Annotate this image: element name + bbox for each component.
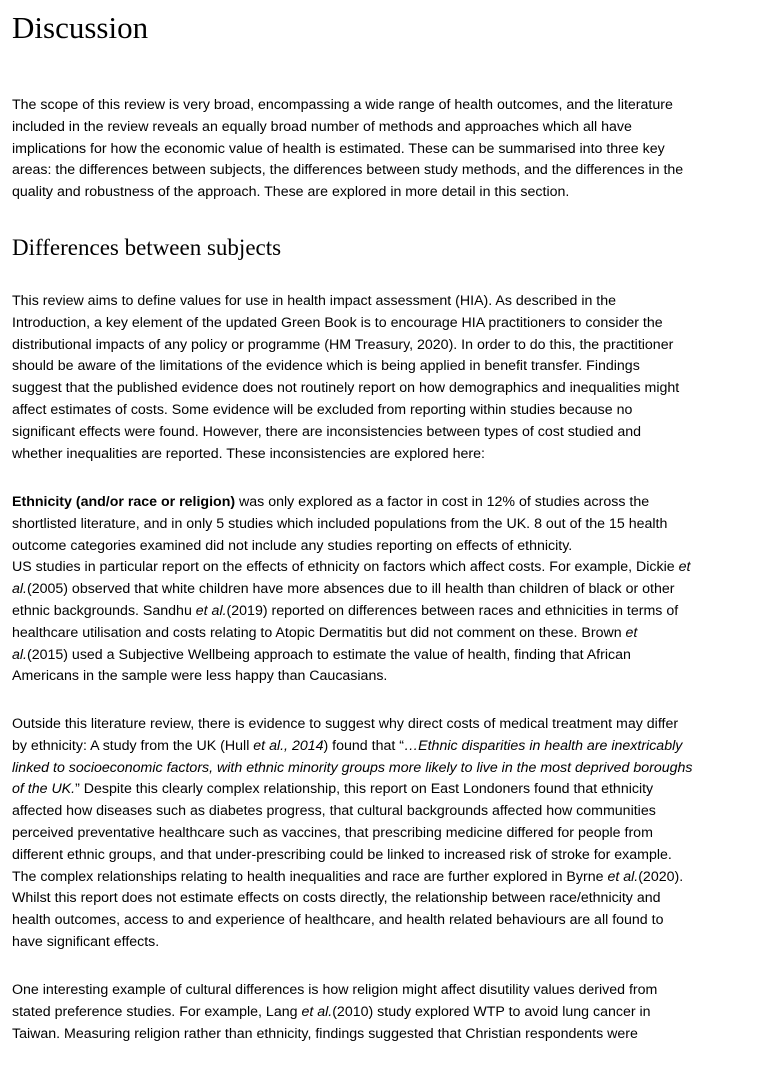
bold-lead: Ethnicity (and/or race or religion): [12, 494, 236, 510]
text-line: have significant effects.: [12, 933, 160, 950]
text-line: shortlisted literature, and in only 5 studies which included populations from the UK. 8 out of the 15 health: [12, 515, 668, 532]
text-run: US studies in particular report on the effects of ethnicity on factors which affect costs. For example, Dickie: [12, 559, 679, 576]
text-line: outcome categories examined did not include any studies reporting on effects of ethnicity.: [12, 537, 573, 554]
italic-run: al.: [12, 646, 27, 663]
text-run: (2020).: [638, 868, 684, 885]
section-heading: Differences between subjects: [12, 235, 282, 260]
intro-paragraph: [12, 95, 747, 204]
text-line: should be aware of the limitations of the evidence which is being applied in benefit transfer. Findings: [12, 358, 640, 375]
text-line: [12, 579, 747, 601]
text-line: [12, 623, 747, 645]
text-run: (2005) observed that white children have more absences due to ill health than children of black or other: [26, 581, 675, 598]
text-line: areas: the differences between subjects, the differences between study methods, and the differences in the: [12, 162, 684, 179]
text-line: This review aims to define values for use in health impact assessment (HIA). As described in the: [12, 293, 617, 309]
text-line: Taiwan. Measuring religion rather than ethnicity, findings suggested that Christian respondents were: [12, 1025, 638, 1042]
text-run: The complex relationships relating to health inequalities and race are further explored in Byrne: [12, 868, 608, 885]
text-line: Whilst this report does not estimate effects on costs directly, the relationship between race/ethnicity and: [12, 890, 661, 907]
text-line: quality and robustness of the approach. These are explored in more detail in this section.: [12, 184, 570, 201]
text-line: [12, 867, 747, 889]
section-intro-paragraph: [12, 291, 747, 465]
text-line: Introduction, a key element of the updated Green Book is to encourage HIA practitioners to consider the: [12, 314, 663, 331]
italic-run: et al., 2014: [253, 737, 324, 754]
text-line: included in the review reveals an equally broad number of methods and approaches which all have: [12, 118, 632, 135]
text-line: [12, 601, 747, 623]
italic-run: et: [625, 624, 638, 641]
text-line: The scope of this review is very broad, encompassing a wide range of health outcomes, and the literature: [12, 97, 673, 113]
text-run: healthcare utilisation and costs relating to Atopic Dermatitis but did not comment on these. Brown: [12, 624, 626, 641]
quote-run: of the UK.: [12, 781, 76, 798]
text-line: Outside this literature review, there is evidence to suggest why direct costs of medical treatment may differ: [12, 716, 679, 732]
quote-line: linked to socioeconomic factors, with ethnic minority groups more likely to live in the most deprived boroughs: [12, 759, 693, 776]
text-run: (2010) study explored WTP to avoid lung cancer in: [332, 1003, 651, 1020]
text-line: different ethnic groups, and that under-prescribing could be linked to increased risk of stroke for example.: [12, 846, 672, 863]
text-line: [12, 1002, 747, 1024]
italic-run: et al.: [195, 602, 227, 619]
text-line: [12, 492, 747, 514]
text-line: One interesting example of cultural differences is how religion might affect disutility values derived from: [12, 982, 658, 998]
outside-review-paragraph: [12, 714, 747, 954]
text-run: ” Despite this clearly complex relationship, this report on East Londoners found that ethnicity: [75, 781, 654, 798]
text-line: implications for how the economic value of health is estimated. These can be summarised into three key: [12, 140, 665, 157]
italic-run: al.: [12, 581, 27, 598]
text-line: significant effects were found. However, there are inconsistencies between types of cost studied and: [12, 423, 642, 440]
italic-run: et: [678, 559, 691, 576]
text-run: (2019) reported on differences between races and ethnicities in terms of: [226, 602, 679, 619]
ethnicity-paragraph: [12, 492, 747, 688]
text-line: perceived preventative healthcare such as vaccines, that prescribing medicine differed for people from: [12, 824, 653, 841]
page-title: Discussion: [12, 10, 149, 45]
text-run: (2015) used a Subjective Wellbeing approach to estimate the value of health, finding that African: [26, 646, 631, 663]
text-run: ethnic backgrounds. Sandhu: [12, 602, 196, 619]
religion-paragraph: [12, 980, 747, 1045]
text-line: health outcomes, access to and experience of healthcare, and health related behaviours are all found to: [12, 912, 664, 929]
text-line: distributional impacts of any policy or programme (HM Treasury, 2020). In order to do this, the practitioner: [12, 336, 674, 353]
text-run: ) found that “: [323, 737, 404, 754]
text-line: [12, 645, 747, 667]
text-line: [12, 736, 747, 758]
text-line: affected how diseases such as diabetes progress, that cultural backgrounds affected how communities: [12, 803, 656, 820]
text-run: stated preference studies. For example, Lang: [12, 1003, 302, 1020]
italic-run: et al.: [607, 868, 639, 885]
text-line: Americans in the sample were less happy than Caucasians.: [12, 668, 388, 685]
italic-run: et al.: [301, 1003, 333, 1020]
quote-run: …Ethnic disparities in health are inextricably: [403, 737, 683, 754]
text-line: [12, 557, 747, 579]
text-line: affect estimates of costs. Some evidence will be excluded from reporting within studies because no: [12, 401, 633, 418]
text-line: whether inequalities are reported. These inconsistencies are explored here:: [12, 445, 485, 462]
text-run: was only explored as a factor in cost in 12% of studies across the: [235, 494, 650, 510]
text-line: [12, 779, 747, 801]
text-run: by ethnicity: A study from the UK (Hull: [12, 737, 254, 754]
text-line: suggest that the published evidence does not routinely report on how demographics and inequalities might: [12, 380, 680, 397]
